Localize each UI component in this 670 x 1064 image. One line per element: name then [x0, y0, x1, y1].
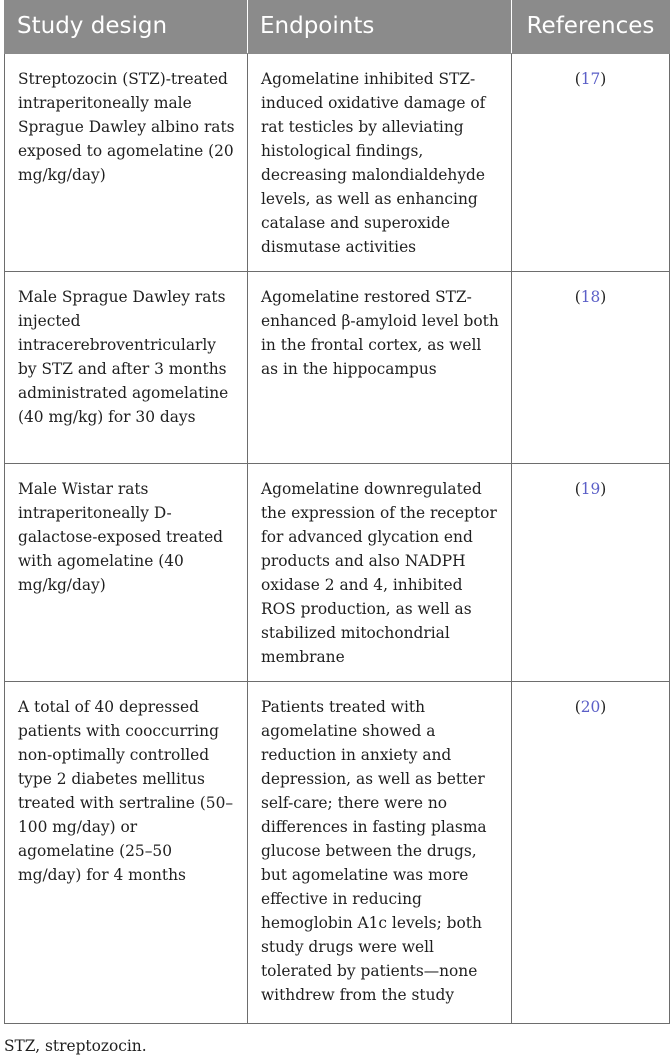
table-row: [5, 682, 670, 1024]
header-endpoints: Endpoints: [248, 1, 512, 54]
reference-cell: (19): [512, 464, 670, 682]
reference-cell: (20): [512, 682, 670, 1024]
reference-link[interactable]: 19: [580, 480, 601, 498]
reference-link[interactable]: 20: [580, 698, 601, 716]
study-design-cell: A total of 40 depressed patients with cooccurring non-optimally controlled type 2 diabetes mellitus treated with sertraline (50–100 mg/day) or agomelatine (25–50 mg/day) for 4 months: [5, 682, 248, 1024]
study-design-cell: Streptozocin (STZ)-treated intraperitoneally male Sprague Dawley albino rats exposed to agomelatine (20 mg/kg/day): [5, 54, 248, 272]
header-references: References: [512, 1, 670, 54]
endpoints-cell: Agomelatine restored STZ-enhanced β-amyloid level both in the frontal cortex, as well as in the hippocampus: [248, 272, 512, 464]
endpoints-cell: Agomelatine inhibited STZ-induced oxidative damage of rat testicles by alleviating histological findings, decreasing malondialdehyde levels, as well as enhancing catalase and superoxide dismutase activities: [248, 54, 512, 272]
study-design-cell: Male Sprague Dawley rats injected intracerebroventricularly by STZ and after 3 months administrated agomelatine (40 mg/kg) for 30 days: [5, 272, 248, 464]
reference-cell: (17): [512, 54, 670, 272]
reference-cell: (18): [512, 272, 670, 464]
endpoints-cell: Patients treated with agomelatine showed a reduction in anxiety and depression, as well as better self-care; there were no differences in fasting plasma glucose between the drugs, but agomelatine was more effective in reducing hemoglobin A1c levels; both study drugs were well tolerated by patients—none withdrew from the study: [248, 682, 512, 1024]
header-row: [5, 1, 670, 54]
table-row: [5, 464, 670, 682]
table-footnote: STZ, streptozocin.: [4, 1037, 147, 1055]
reference-link[interactable]: 18: [580, 288, 601, 306]
table-row: [5, 54, 670, 272]
study-design-cell: Male Wistar rats intraperitoneally D-galactose-exposed treated with agomelatine (40 mg/kg/day): [5, 464, 248, 682]
reference-link[interactable]: 17: [580, 70, 601, 88]
header-study-design: Study design: [5, 1, 248, 54]
study-table: [4, 0, 670, 1024]
endpoints-cell: Agomelatine downregulated the expression of the receptor for advanced glycation end products and also NADPH oxidase 2 and 4, inhibited ROS production, as well as stabilized mitochondrial membrane: [248, 464, 512, 682]
table-row: [5, 272, 670, 464]
